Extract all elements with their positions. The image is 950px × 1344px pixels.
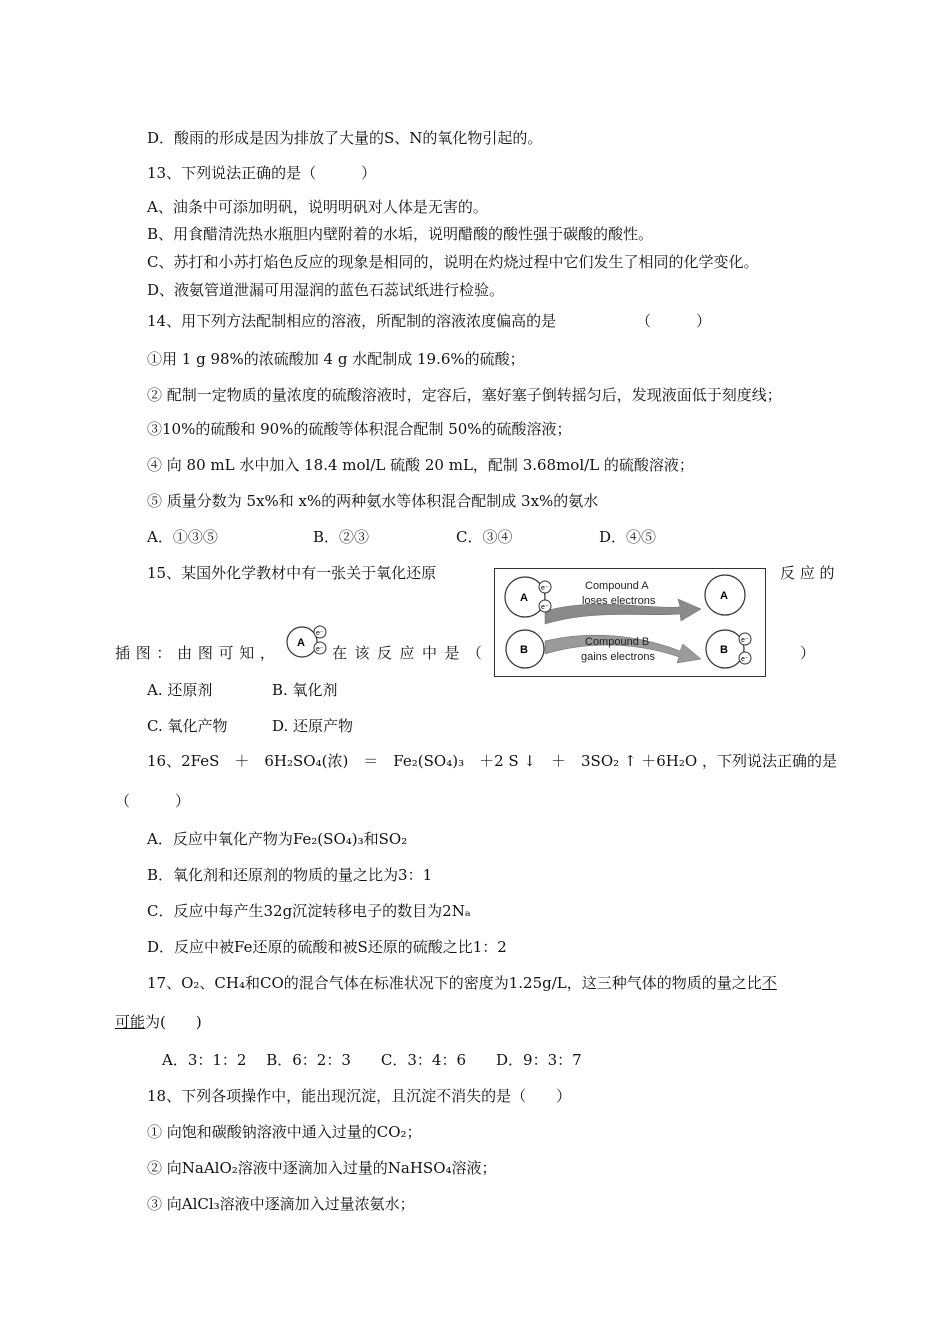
q16-option-b: B．氧化剂和还原剂的物质的量之比为3：1 [147, 866, 433, 884]
svg-text:A: A [520, 592, 528, 604]
q15-option-a: A. 还原剂 [147, 681, 213, 699]
q15-line2-part1: 插 图 ： 由 图 可 知 ， [115, 644, 275, 662]
q13-option-d: D、液氨管道泄漏可用湿润的蓝色石蕊试纸进行检验。 [147, 281, 505, 299]
q14-option-c: C．③④ [456, 528, 513, 546]
q13-stem: 13、下列说法正确的是（ ） [147, 164, 377, 182]
q17-options: A．3：1：2 B．6：2：3 C．3：4：6 D．9：3：7 [162, 1051, 582, 1069]
svg-text:e⁻: e⁻ [316, 646, 324, 653]
q15-option-b: B. 氧化剂 [272, 681, 338, 699]
svg-text:gains electrons: gains electrons [581, 651, 655, 663]
svg-text:loses electrons: loses electrons [582, 595, 656, 607]
svg-text:A: A [297, 637, 305, 649]
q16-option-d: D．反应中被Fe还原的硫酸和被S还原的硫酸之比1：2 [147, 938, 507, 956]
svg-text:Compound A: Compound A [585, 580, 649, 592]
q14-item-3: ③10%的硫酸和 90%的硫酸等体积混合配制 50%的硫酸溶液； [147, 420, 572, 438]
q14-stem: 14、用下列方法配制相应的溶液，所配制的溶液浓度偏高的是 [147, 312, 557, 330]
q14-item-5: ⑤ 质量分数为 5x%和 x%的两种氨水等体积混合配制成 3x%的氨水 [147, 492, 599, 510]
q14-option-b: B．②③ [313, 528, 370, 546]
q15-option-c: C. 氧化产物 [147, 717, 228, 735]
svg-text:B: B [720, 644, 728, 656]
q17-stem: 17、O₂、CH₄和CO的混合气体在标准状况下的密度为1.25g/L，这三种气体的物质的量之比不 [147, 974, 777, 992]
svg-text:e⁻: e⁻ [541, 585, 549, 592]
inline-atom-a-with-electrons [284, 618, 334, 664]
svg-text:e⁻: e⁻ [316, 630, 324, 637]
svg-text:e⁻: e⁻ [741, 656, 749, 663]
redox-figure [494, 568, 766, 677]
q18-stem: 18、下列各项操作中，能出现沉淀，且沉淀不消失的是（ ） [147, 1087, 572, 1105]
q12-option-d: D．酸雨的形成是因为排放了大量的S、N的氧化物引起的。 [147, 129, 543, 147]
q14-item-4: ④ 向 80 mL 水中加入 18.4 mol/L 硫酸 20 mL，配制 3.68mol/L 的硫酸溶液； [147, 456, 694, 474]
q15-stem-right: 反 应 的 [780, 564, 835, 582]
q14-option-d: D．④⑤ [599, 528, 657, 546]
q16-option-a: A．反应中氧化产物为Fe₂(SO₄)₃和SO₂ [147, 830, 408, 848]
q13-option-a: A、油条中可添加明矾，说明明矾对人体是无害的。 [147, 198, 488, 216]
q16-paren: （ ） [115, 792, 191, 810]
q15-stem-left: 15、某国外化学教材中有一张关于氧化还原 [147, 564, 437, 582]
q18-item-2: ② 向NaAlO₂溶液中逐滴加入过量的NaHSO₄溶液； [147, 1159, 497, 1177]
svg-text:e⁻: e⁻ [541, 604, 549, 611]
q17-stem-line2: 可能为( ) [115, 1013, 202, 1031]
q14-option-a: A．①③⑤ [147, 528, 218, 546]
q16-stem: 16、2FeS ＋ 6H₂SO₄(浓) ＝ Fe₂(SO₄)₃ ＋2 S ↓ ＋ 3SO₂ ↑ ＋6H₂O ，下列说法正确的是 [147, 752, 837, 770]
q18-item-1: ① 向饱和碳酸钠溶液中通入过量的CO₂； [147, 1123, 422, 1141]
q15-option-d: D. 还原产物 [272, 717, 354, 735]
q14-item-1: ①用 1 g 98%的浓硫酸加 4 g 水配制成 19.6%的硫酸； [147, 350, 525, 368]
q14-item-2: ② 配制一定物质的量浓度的硫酸溶液时，定容后，塞好塞子倒转摇匀后，发现液面低于刻度线； [147, 386, 782, 404]
q15-line2-part2: 在 该 反 应 中 是 （ [332, 644, 482, 662]
q18-item-3: ③ 向AlCl₃溶液中逐滴加入过量浓氨水； [147, 1195, 415, 1213]
q13-option-c: C、苏打和小苏打焰色反应的现象是相同的，说明在灼烧过程中它们发生了相同的化学变化。 [147, 253, 759, 271]
svg-text:e⁻: e⁻ [741, 637, 749, 644]
q15-close-paren: ） [800, 644, 816, 662]
svg-text:Compound B: Compound B [585, 636, 650, 648]
svg-text:B: B [520, 644, 528, 656]
q14-paren: （ ） [636, 312, 712, 330]
svg-text:A: A [720, 590, 728, 602]
q16-option-c: C．反应中每产生32g沉淀转移电子的数目为2Nₐ [147, 902, 471, 920]
q13-option-b: B、用食醋清洗热水瓶胆内壁附着的水垢，说明醋酸的酸性强于碳酸的酸性。 [147, 225, 654, 243]
